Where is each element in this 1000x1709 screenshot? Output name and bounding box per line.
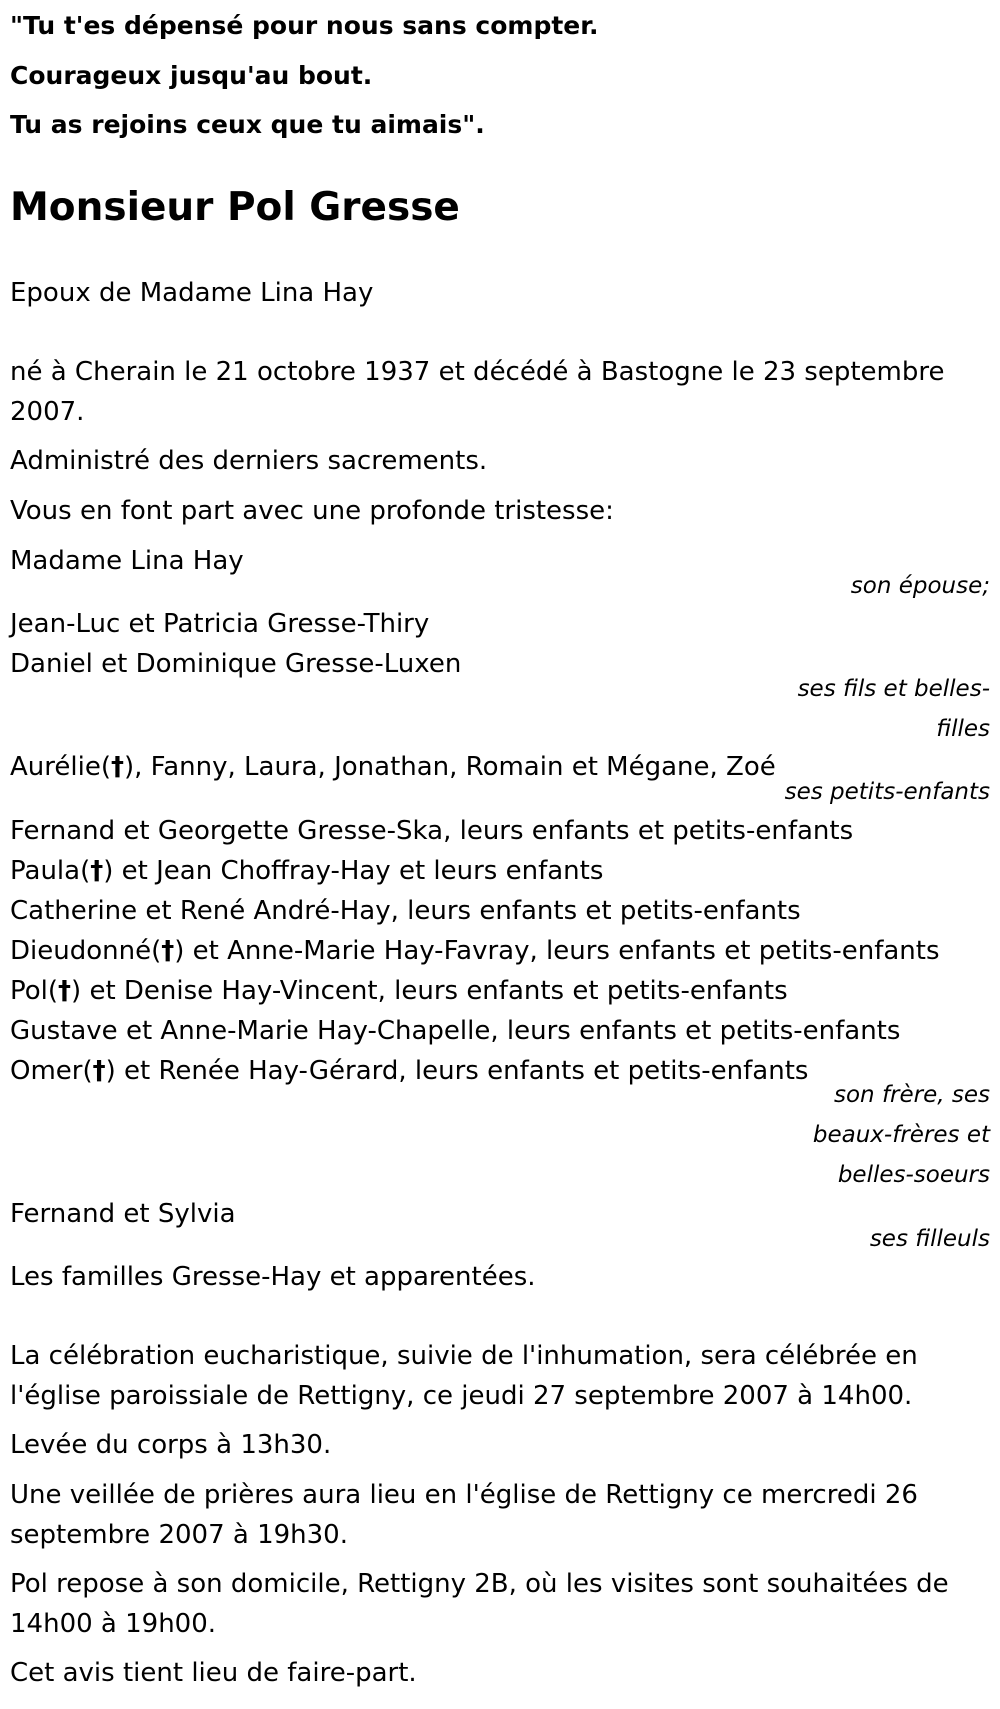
sibling-rest: ) et Renée Hay-Gérard, leurs enfants et petits-enfants xyxy=(105,1056,809,1086)
birth-death-line-1: né à Cherain le 21 octobre 1937 et décédé à Bastogne le 23 septembre xyxy=(10,357,945,387)
sibling-line-7: Omer(†) et Renée Hay-Gérard, leurs enfants et petits-enfants xyxy=(10,1056,809,1086)
sibling-name: Paula xyxy=(10,856,81,886)
cross-icon: † xyxy=(161,936,175,966)
grandchildren-line: Aurélie(†), Fanny, Laura, Jonathan, Romain et Mégane, Zoé xyxy=(10,752,776,782)
sibling-name: Pol xyxy=(10,976,48,1006)
sons-role-line-2: filles xyxy=(936,716,990,742)
son-line-1: Jean-Luc et Patricia Gresse-Thiry xyxy=(10,609,430,639)
spouse-of-line: Epoux de Madame Lina Hay xyxy=(10,278,374,308)
sibling-rest: ) et Anne-Marie Hay-Favray, leurs enfants et petits-enfants xyxy=(174,936,940,966)
sibling-line-6: Gustave et Anne-Marie Hay-Chapelle, leurs enfants et petits-enfants xyxy=(10,1016,901,1046)
cross-icon: † xyxy=(92,1056,106,1086)
grandchildren-role: ses petits-enfants xyxy=(784,779,990,805)
closing-line: Cet avis tient lieu de faire-part. xyxy=(10,1658,417,1688)
son-line-2: Daniel et Dominique Gresse-Luxen xyxy=(10,649,462,679)
cross-icon: † xyxy=(90,856,104,886)
cross-icon: † xyxy=(110,752,124,782)
epigraph-line-1: "Tu t'es dépensé pour nous sans compter. xyxy=(10,11,599,40)
announce-intro: Vous en font part avec une profonde tristesse: xyxy=(10,496,614,526)
epigraph-line-2: Courageux jusqu'au bout. xyxy=(10,61,373,90)
siblings-role-line-2: beaux-frères et xyxy=(812,1122,990,1148)
body-lifting-line: Levée du corps à 13h30. xyxy=(10,1430,332,1460)
ceremony-line-1: La célébration eucharistique, suivie de l'inhumation, sera célébrée en xyxy=(10,1341,918,1371)
godchildren-names: Fernand et Sylvia xyxy=(10,1199,236,1229)
sibling-line-5: Pol(†) et Denise Hay-Vincent, leurs enfants et petits-enfants xyxy=(10,976,788,1006)
deceased-name-title: Monsieur Pol Gresse xyxy=(10,185,460,230)
ceremony-line-2: l'église paroissiale de Rettigny, ce jeudi 27 septembre 2007 à 14h00. xyxy=(10,1381,913,1411)
grandchild-name: Aurélie xyxy=(10,752,101,782)
grandchildren-rest: ), Fanny, Laura, Jonathan, Romain et Mégane, Zoé xyxy=(123,752,776,782)
sibling-rest: ) et Denise Hay-Vincent, leurs enfants et petits-enfants xyxy=(71,976,788,1006)
sibling-line-3: Catherine et René André-Hay, leurs enfants et petits-enfants xyxy=(10,896,801,926)
sibling-line-2: Paula(†) et Jean Choffray-Hay et leurs enfants xyxy=(10,856,604,886)
spouse-name: Madame Lina Hay xyxy=(10,546,244,576)
birth-death-line-2: 2007. xyxy=(10,397,85,427)
siblings-role-line-1: son frère, ses xyxy=(834,1082,990,1108)
sibling-line-4: Dieudonné(†) et Anne-Marie Hay-Favray, leurs enfants et petits-enfants xyxy=(10,936,940,966)
sibling-line-1: Fernand et Georgette Gresse-Ska, leurs enfants et petits-enfants xyxy=(10,816,854,846)
rest-line-1: Pol repose à son domicile, Rettigny 2B, où les visites sont souhaitées de xyxy=(10,1569,949,1599)
siblings-role-line-3: belles-soeurs xyxy=(837,1162,990,1188)
sibling-rest: ) et Jean Choffray-Hay et leurs enfants xyxy=(103,856,604,886)
vigil-line-1: Une veillée de prières aura lieu en l'église de Rettigny ce mercredi 26 xyxy=(10,1480,918,1510)
sibling-name: Omer xyxy=(10,1056,83,1086)
spouse-role: son épouse; xyxy=(850,573,990,599)
sacraments-line: Administré des derniers sacrements. xyxy=(10,446,488,476)
godchildren-role: ses filleuls xyxy=(869,1226,990,1252)
sibling-name: Dieudonné xyxy=(10,936,152,966)
vigil-line-2: septembre 2007 à 19h30. xyxy=(10,1520,348,1550)
rest-line-2: 14h00 à 19h00. xyxy=(10,1609,217,1639)
epigraph-line-3: Tu as rejoins ceux que tu aimais". xyxy=(10,110,485,139)
cross-icon: † xyxy=(58,976,72,1006)
sons-role-line-1: ses fils et belles- xyxy=(797,676,990,702)
families-line: Les familles Gresse-Hay et apparentées. xyxy=(10,1262,536,1292)
